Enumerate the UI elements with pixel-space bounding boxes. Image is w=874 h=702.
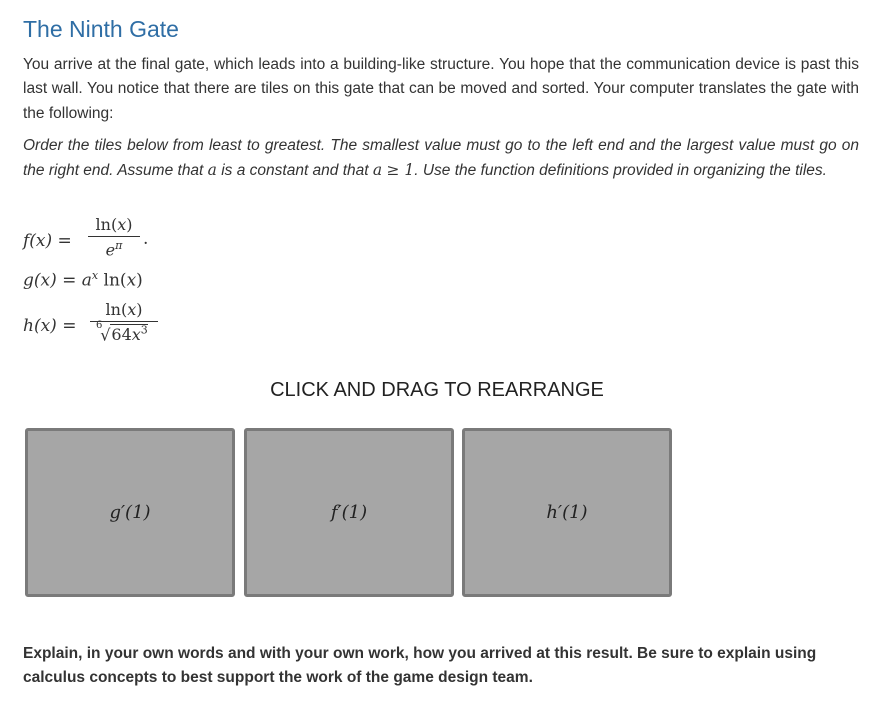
explain-prompt: Explain, in your own words and with your own work, how you arrived at this result. Be sure to explain using calculus concepts to best support the work of the game design team. bbox=[23, 645, 817, 687]
intro-paragraph: You arrive at the final gate, which leads into a building-like structure. You hope that the communication device is past this last wall. You notice that there are tiles on this gate that can be moved and sorted. Your computer translates the gate with the following: bbox=[23, 56, 859, 122]
tile-f-prime[interactable] bbox=[244, 428, 454, 597]
tile-label: h′(1) bbox=[546, 502, 588, 523]
g-definition: $g(x) = a^x$ ln(x) bbox=[23, 269, 143, 291]
tile-label: f′(1) bbox=[330, 502, 368, 523]
f-definition-period: . bbox=[143, 229, 149, 249]
tile-h-prime[interactable] bbox=[462, 428, 672, 597]
instructions-paragraph: Order the tiles below from least to greatest. The smallest value must go to the left end and the largest value must go on the right end. Assume that a is a constant and that a ≥ 1. Use the function definitions provided in organizing the tiles. bbox=[23, 137, 859, 180]
tile-label: g′(1) bbox=[109, 502, 151, 523]
tile-g-prime[interactable] bbox=[25, 428, 235, 597]
h-definition-fraction: ln(x) 6 $√64x^3$ bbox=[90, 300, 158, 344]
f-definition-fraction: ln(x) $e^\pi$ bbox=[88, 215, 140, 259]
page-title: The Ninth Gate bbox=[23, 16, 179, 42]
drag-instruction: CLICK AND DRAG TO REARRANGE bbox=[270, 379, 604, 401]
f-definition-lhs: f(x) = bbox=[23, 231, 72, 251]
h-definition-lhs: h(x) = bbox=[23, 316, 77, 336]
